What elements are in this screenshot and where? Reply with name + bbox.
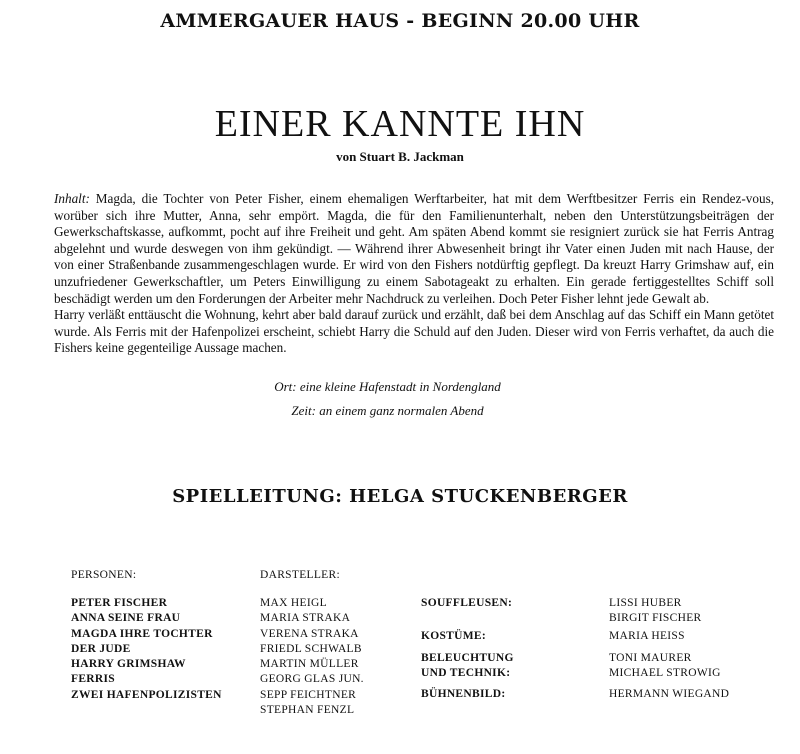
role-name: DER JUDE bbox=[71, 642, 131, 655]
synopsis bbox=[54, 191, 774, 357]
actors-list bbox=[260, 596, 364, 718]
buehnenbild-label: BÜHNENBILD: bbox=[421, 688, 506, 700]
kostueme-name: MARIA HEISS bbox=[609, 630, 685, 642]
synopsis-paragraph-1 bbox=[54, 191, 774, 307]
synopsis-label: Inhalt: bbox=[54, 191, 90, 206]
roles-header: PERSONEN: bbox=[71, 569, 137, 581]
actor-name: STEPHAN FENZL bbox=[260, 704, 355, 717]
roles-list bbox=[71, 596, 222, 703]
role-name: HARRY GRIMSHAW bbox=[71, 658, 186, 671]
kostueme-label: KOSTÜME: bbox=[421, 630, 487, 642]
souffleusen-label: SOUFFLEUSEN: bbox=[421, 597, 513, 609]
role-name: PETER FISCHER bbox=[71, 597, 168, 609]
role-name: ANNA SEINE FRAU bbox=[71, 612, 181, 625]
play-author: von Stuart B. Jackman bbox=[336, 149, 464, 164]
actors-header: DARSTELLER: bbox=[260, 569, 340, 581]
souffleuse-name: LISSI HUBER bbox=[609, 597, 682, 609]
buehnenbild-name: HERMANN WIEGAND bbox=[609, 688, 730, 700]
technik-label: UND TECHNIK: bbox=[421, 667, 511, 679]
actor-name: SEPP FEICHTNER bbox=[260, 688, 357, 701]
role-name: MAGDA IHRE TOCHTER bbox=[71, 627, 213, 640]
setting-time: Zeit: an einem ganz normalen Abend bbox=[291, 403, 484, 418]
venue-header: AMMERGAUER HAUS - BEGINN 20.00 UHR bbox=[160, 10, 640, 32]
synopsis-text-1: Magda, die Tochter von Peter Fisher, einem ehemaligen Werftarbeiter, hat mit dem Werftbesitzer Ferris ein Rendez-vous, worüber sich ihre Mutter, Anna, sehr empört. Magda, die für den Familienunterhalt, neben den Unterstützungsbeiträgen der Gewerkschaftskasse, aufkommt, pocht auf ihre Freiheit und geht. Am späten Abend kommt sie resigniert zurück sie hat Ferris Antrag abgelehnt und wurde deswegen von ihm gekündigt. — Während ihrer Abwesenheit bringt ihr Vater einen Juden mit nach Hause, der von einer Straßenbande zusammengeschlagen wurde. Er wird von den Fishers notdürftig gepflegt. Da kreuzt Harry Grimshaw auf, ein unzufriedener Gewerkschaftler, um Peters Einwilligung zu einem Sabotageakt zu erhalten. Ein gerade fertiggestelltes Schiff soll beschädigt werden um den Forderungen der Arbeiter mehr Nachdruck zu verleihen. Doch Peter Fisher lehnt jede Gewalt ab. bbox=[54, 191, 774, 306]
beleuchtung-label: BELEUCHTUNG bbox=[421, 652, 514, 664]
play-title: EINER KANNTE IHN bbox=[214, 103, 586, 145]
beleuchtung-name: TONI MAURER bbox=[609, 652, 692, 664]
actor-name: GEORG GLAS JUN. bbox=[260, 673, 364, 686]
actor-name: VERENA STRAKA bbox=[260, 627, 359, 640]
stage-direction-credit: SPIELLEITUNG: HELGA STUCKENBERGER bbox=[172, 486, 628, 507]
technik-name: MICHAEL STROWIG bbox=[609, 667, 721, 679]
actor-name: MARIA STRAKA bbox=[260, 612, 351, 625]
setting-place: Ort: eine kleine Hafenstadt in Nordengland bbox=[274, 379, 501, 394]
synopsis-paragraph-2: Harry verläßt enttäuscht die Wohnung, kehrt aber bald darauf zurück und erzählt, daß bei dem Anschlag auf das Schiff ein Mann getötet wurde. Als Ferris mit der Hafenpolizei erscheint, schiebt Harry die Schuld auf den Juden. Dieser wird von Ferris verhaftet, da auch die Fishers keine gegenteilige Aussage machen. bbox=[54, 307, 774, 356]
role-name: ZWEI HAFENPOLIZISTEN bbox=[71, 688, 222, 701]
actor-name: MARTIN MÜLLER bbox=[260, 658, 359, 671]
actor-name: MAX HEIGL bbox=[260, 597, 327, 609]
role-name: FERRIS bbox=[71, 673, 115, 686]
souffleuse-name: BIRGIT FISCHER bbox=[609, 612, 702, 624]
actor-name: FRIEDL SCHWALB bbox=[260, 642, 362, 655]
